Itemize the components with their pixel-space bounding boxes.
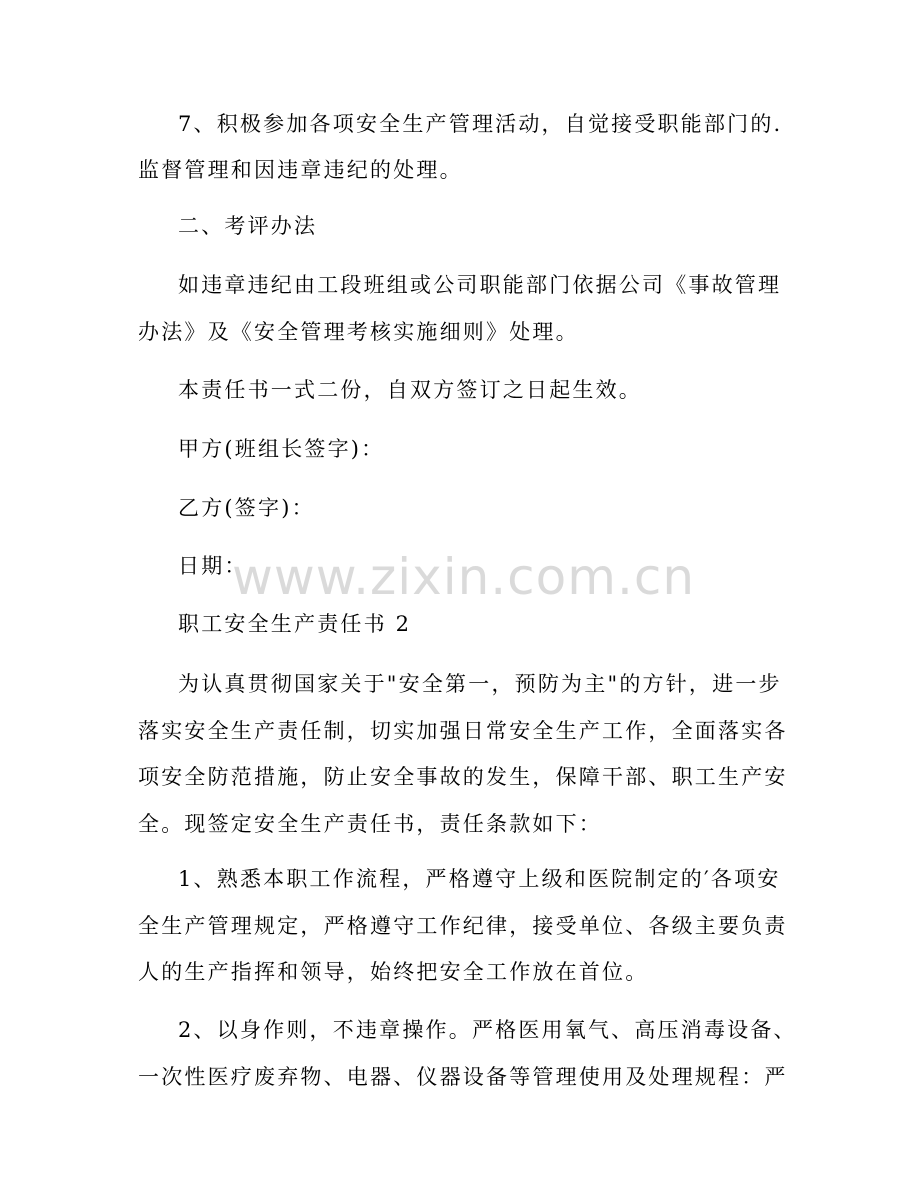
evaluation-paragraph-line-2: 办法》及《安全管理考核实施细则》处理。 [138, 320, 579, 344]
effective-statement: 本责任书一式二份，自双方签订之日起生效。 [178, 378, 642, 402]
clause-2-line-2: 一次性医疗废弃物、电器、仪器设备等管理使用及处理规程：严 [138, 1065, 788, 1089]
paragraph-7-line-2: 监督管理和因违章违纪的处理。 [138, 158, 463, 182]
date-line: 日期： [178, 554, 248, 578]
intro-paragraph-line-1: 为认真贯彻国家关于"安全第一，预防为主"的方针，进一步 [178, 672, 782, 696]
clause-1-line-1: 1、熟悉本职工作流程，严格遵守上级和医院制定的′各项安 [178, 867, 781, 891]
evaluation-paragraph-line-1: 如违章违纪由工段班组或公司职能部门依据公司《事故管理 [178, 273, 782, 297]
clause-2-line-1: 2、以身作则，不违章操作。严格医用氧气、高压消毒设备、 [178, 1018, 797, 1042]
watermark: www.zixin.com.cn [232, 548, 696, 606]
intro-paragraph-line-4: 全。现签定安全生产责任书，责任条款如下： [138, 812, 602, 836]
section-heading-evaluation: 二、考评办法 [178, 214, 318, 238]
party-b-signature-line: 乙方(签字)： [178, 496, 315, 520]
party-a-signature-line: 甲方(班组长签字)： [178, 437, 385, 461]
paragraph-7-line-1: 7、积极参加各项安全生产管理活动，自觉接受职能部门的. [178, 112, 783, 136]
intro-paragraph-line-2: 落实安全生产责任制，切实加强日常安全生产工作，全面落实各 [138, 719, 788, 743]
document-title-2: 职工安全生产责任书 2 [178, 612, 412, 636]
clause-1-line-3: 人的生产指挥和领导，始终把安全工作放在首位。 [138, 960, 649, 984]
intro-paragraph-line-3: 项安全防范措施，防止安全事故的发生，保障干部、职工生产安 [138, 765, 788, 789]
clause-1-line-2: 全生产管理规定，严格遵守工作纪律，接受单位、各级主要负责 [138, 914, 788, 938]
